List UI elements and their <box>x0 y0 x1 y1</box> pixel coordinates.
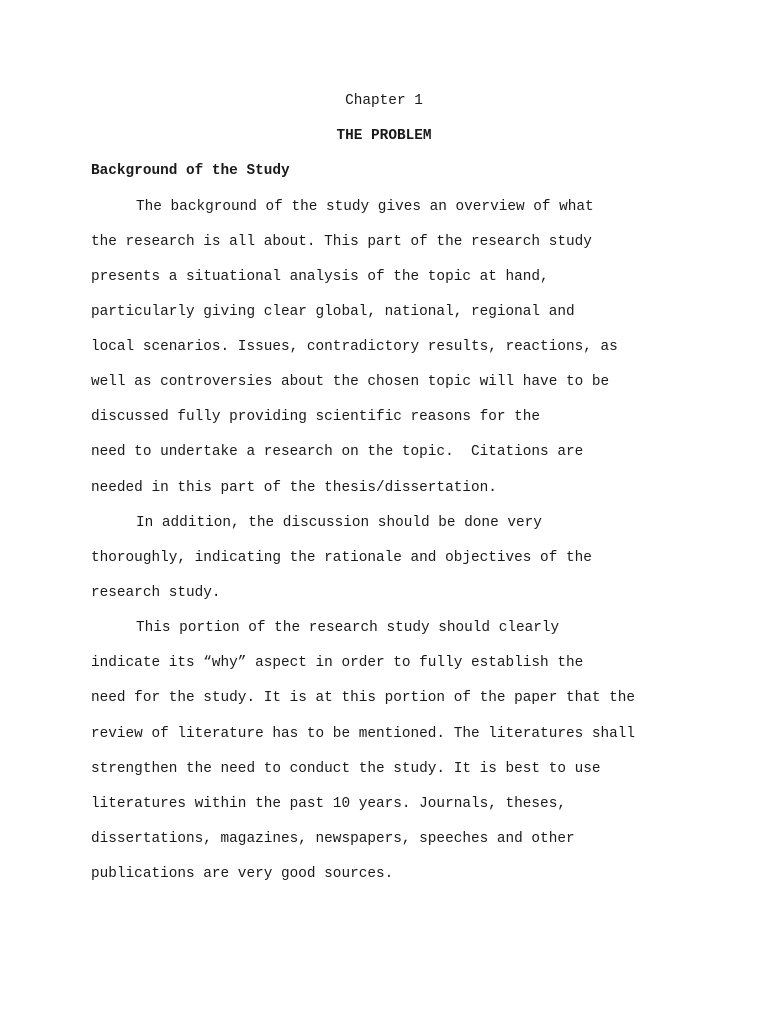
paragraph-line: needed in this part of the thesis/dissertation. <box>91 480 497 496</box>
paragraph-line: In addition, the discussion should be done very <box>136 515 542 531</box>
paragraph-line: indicate its “why” aspect in order to fully establish the <box>91 655 584 671</box>
chapter-title: THE PROBLEM <box>336 128 432 144</box>
paragraph-line: publications are very good sources. <box>91 866 394 882</box>
paragraph-line: discussed fully providing scientific reasons for the <box>91 409 541 425</box>
paragraph-line: thoroughly, indicating the rationale and objectives of the <box>91 550 592 566</box>
paragraph-line: dissertations, magazines, newspapers, speeches and other <box>91 831 575 847</box>
paragraph-line: review of literature has to be mentioned. The literatures shall <box>91 726 636 742</box>
paragraph-line: The background of the study gives an overview of what <box>136 199 594 215</box>
section-heading: Background of the Study <box>91 163 290 179</box>
paragraph-line: need for the study. It is at this portion of the paper that the <box>91 690 636 706</box>
paragraph-line: particularly giving clear global, national, regional and <box>91 304 575 320</box>
paragraph-line: well as controversies about the chosen topic will have to be <box>91 374 610 390</box>
paragraph-line: strengthen the need to conduct the study. It is best to use <box>91 761 601 777</box>
paragraph-line: This portion of the research study should clearly <box>136 620 560 636</box>
paragraph-line: need to undertake a research on the topic. Citations are <box>91 444 584 460</box>
paragraph-line: research study. <box>91 585 221 601</box>
paragraph-line: presents a situational analysis of the topic at hand, <box>91 269 549 285</box>
paragraph-line: local scenarios. Issues, contradictory results, reactions, as <box>91 339 618 355</box>
paragraph-line: literatures within the past 10 years. Journals, theses, <box>91 796 566 812</box>
paragraph-line: the research is all about. This part of the research study <box>91 234 592 250</box>
chapter-label: Chapter 1 <box>345 93 423 109</box>
